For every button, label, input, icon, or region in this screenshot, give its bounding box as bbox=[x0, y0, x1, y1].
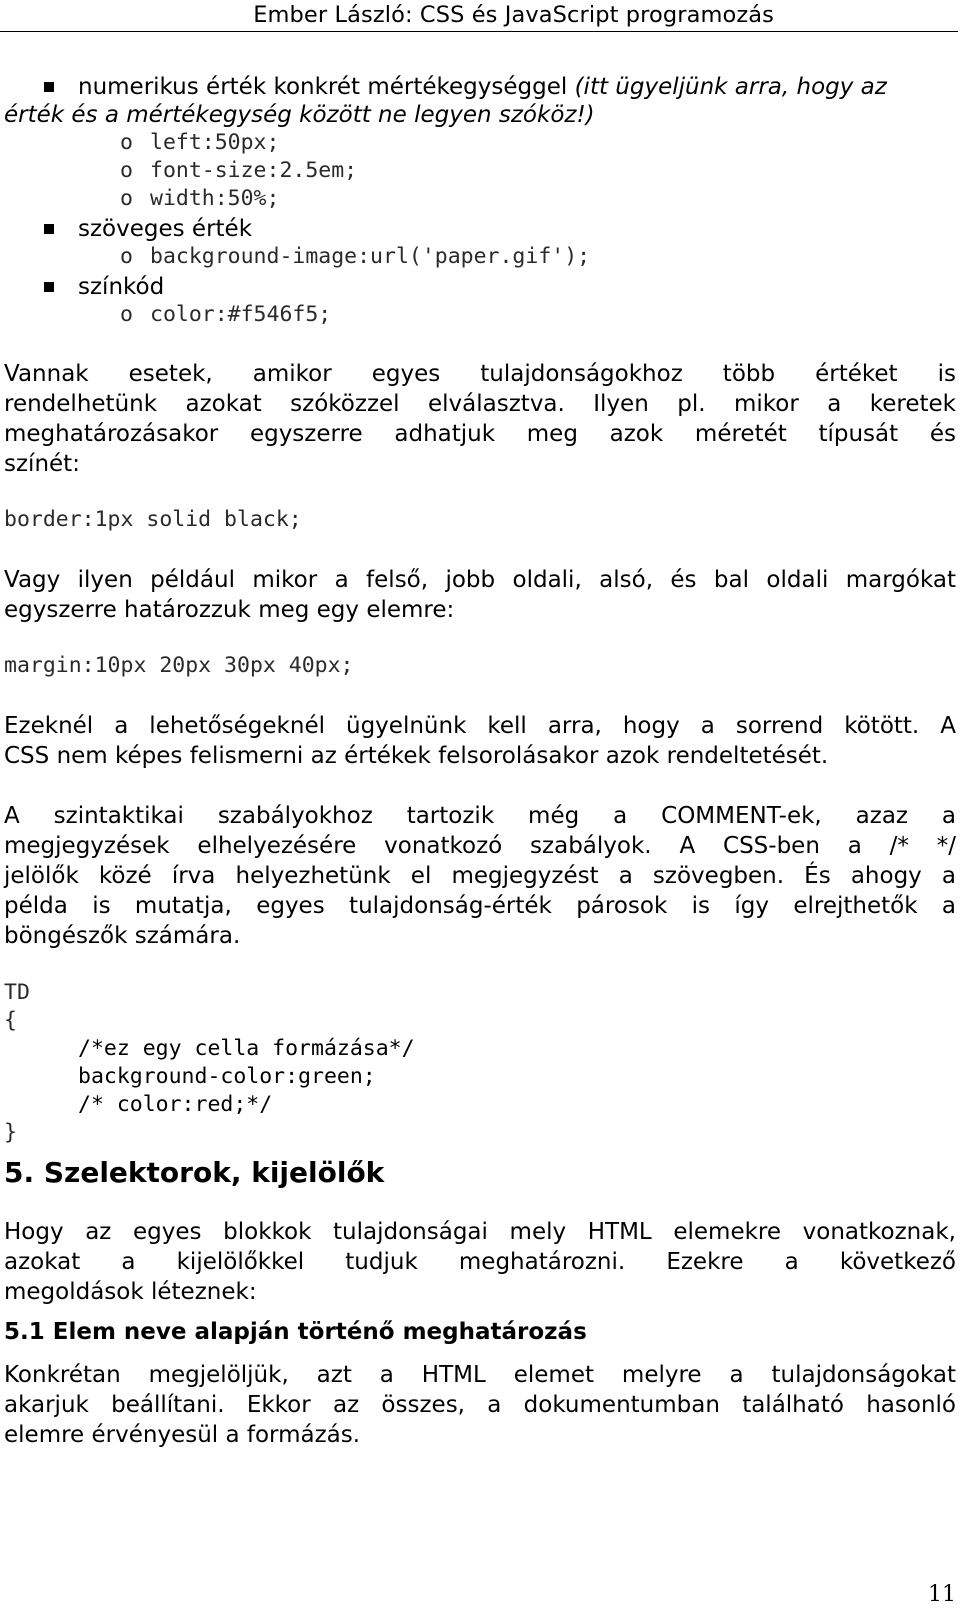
square-bullet-icon bbox=[44, 282, 54, 292]
paragraph-line: azokat a kijelölőkkel tudjuk meghatározni. Ezekre a következő bbox=[4, 1249, 956, 1275]
numeric-label: numerikus érték konkrét mértékegységgel bbox=[78, 74, 568, 100]
paragraph-line: példa is mutatja, egyes tulajdonság-érték párosok is így elrejthetők a bbox=[4, 893, 956, 919]
paragraph-line: jelölők közé írva helyezhetünk el megjegyzést a szövegben. És ahogy a bbox=[4, 863, 956, 889]
code-example: color:#f546f5; bbox=[150, 302, 332, 327]
list-item-text: szöveges érték bbox=[78, 216, 253, 242]
border-code: border:1px solid black; bbox=[4, 507, 302, 532]
margin-code: margin:10px 20px 30px 40px; bbox=[4, 653, 354, 678]
sub-bullet-icon: o bbox=[120, 130, 133, 155]
list-item-color: színkód bbox=[78, 274, 165, 300]
paragraph-line: elemre érvényesül a formázás. bbox=[4, 1422, 361, 1448]
paragraph-line: CSS nem képes felismerni az értékek felsorolásakor azok rendeltetését. bbox=[4, 743, 829, 769]
code-example: background-image:url('paper.gif'); bbox=[150, 244, 591, 269]
numeric-note-continuation: érték és a mértékegység között ne legyen szóköz!) bbox=[4, 102, 595, 128]
paragraph-line: Konkrétan megjelöljük, azt a HTML elemet melyre a tulajdonságokat bbox=[4, 1362, 956, 1388]
paragraph-line: megoldások léteznek: bbox=[4, 1279, 257, 1305]
sub-bullet-icon: o bbox=[120, 302, 133, 327]
code-selector: TD bbox=[4, 980, 30, 1005]
paragraph-line: böngészők számára. bbox=[4, 923, 241, 949]
paragraph-line: Hogy az egyes blokkok tulajdonságai mely HTML elemekre vonatkoznak, bbox=[4, 1219, 956, 1245]
page-header bbox=[0, 0, 958, 32]
code-example: left:50px; bbox=[150, 130, 280, 155]
section-heading: 5. Szelektorok, kijelölők bbox=[4, 1156, 385, 1189]
paragraph-line: Vagy ilyen például mikor a felső, jobb oldali, alsó, és bal oldali margókat bbox=[4, 567, 956, 593]
paragraph-line: meghatározásakor egyszerre adhatjuk meg azok méretét típusát és bbox=[4, 421, 956, 447]
paragraph-line: rendelhetünk azokat szóközzel elválasztva. Ilyen pl. mikor a keretek bbox=[4, 391, 956, 417]
square-bullet-icon bbox=[44, 82, 54, 92]
code-comment: /*ez egy cella formázása*/ bbox=[78, 1036, 415, 1061]
code-example: font-size:2.5em; bbox=[150, 158, 358, 183]
code-open-brace: { bbox=[4, 1008, 17, 1033]
code-declaration: background-color:green; bbox=[78, 1064, 376, 1089]
code-disabled-declaration: /* color:red;*/ bbox=[78, 1092, 273, 1117]
paragraph-line: A szintaktikai szabályokhoz tartozik még a COMMENT-ek, azaz a bbox=[4, 803, 956, 829]
paragraph-line: Ezeknél a lehetőségeknél ügyelnünk kell arra, hogy a sorrend kötött. A bbox=[4, 713, 956, 739]
page-number: 11 bbox=[928, 1582, 956, 1607]
paragraph-line: Vannak esetek, amikor egyes tulajdonságokhoz több értéket is bbox=[4, 361, 956, 387]
paragraph-line: megjegyzések elhelyezésére vonatkozó szabályok. A CSS-ben a /* */ bbox=[4, 833, 956, 859]
list-item-numeric bbox=[78, 72, 887, 102]
paragraph-line: akarjuk beállítani. Ekkor az összes, a dokumentumban található hasonló bbox=[4, 1392, 956, 1418]
sub-bullet-icon: o bbox=[120, 186, 133, 211]
header-title: Ember László: CSS és JavaScript programozás bbox=[253, 2, 774, 28]
code-example: width:50%; bbox=[150, 186, 280, 211]
code-close-brace: } bbox=[4, 1120, 17, 1145]
numeric-note: (itt ügyeljünk arra, hogy az bbox=[574, 74, 887, 100]
sub-bullet-icon: o bbox=[120, 244, 133, 269]
square-bullet-icon bbox=[44, 224, 54, 234]
sub-bullet-icon: o bbox=[120, 158, 133, 183]
subsection-heading: 5.1 Elem neve alapján történő meghatározás bbox=[4, 1319, 587, 1345]
paragraph-line: színét: bbox=[4, 451, 80, 477]
paragraph-line: egyszerre határozzuk meg egy elemre: bbox=[4, 597, 455, 623]
